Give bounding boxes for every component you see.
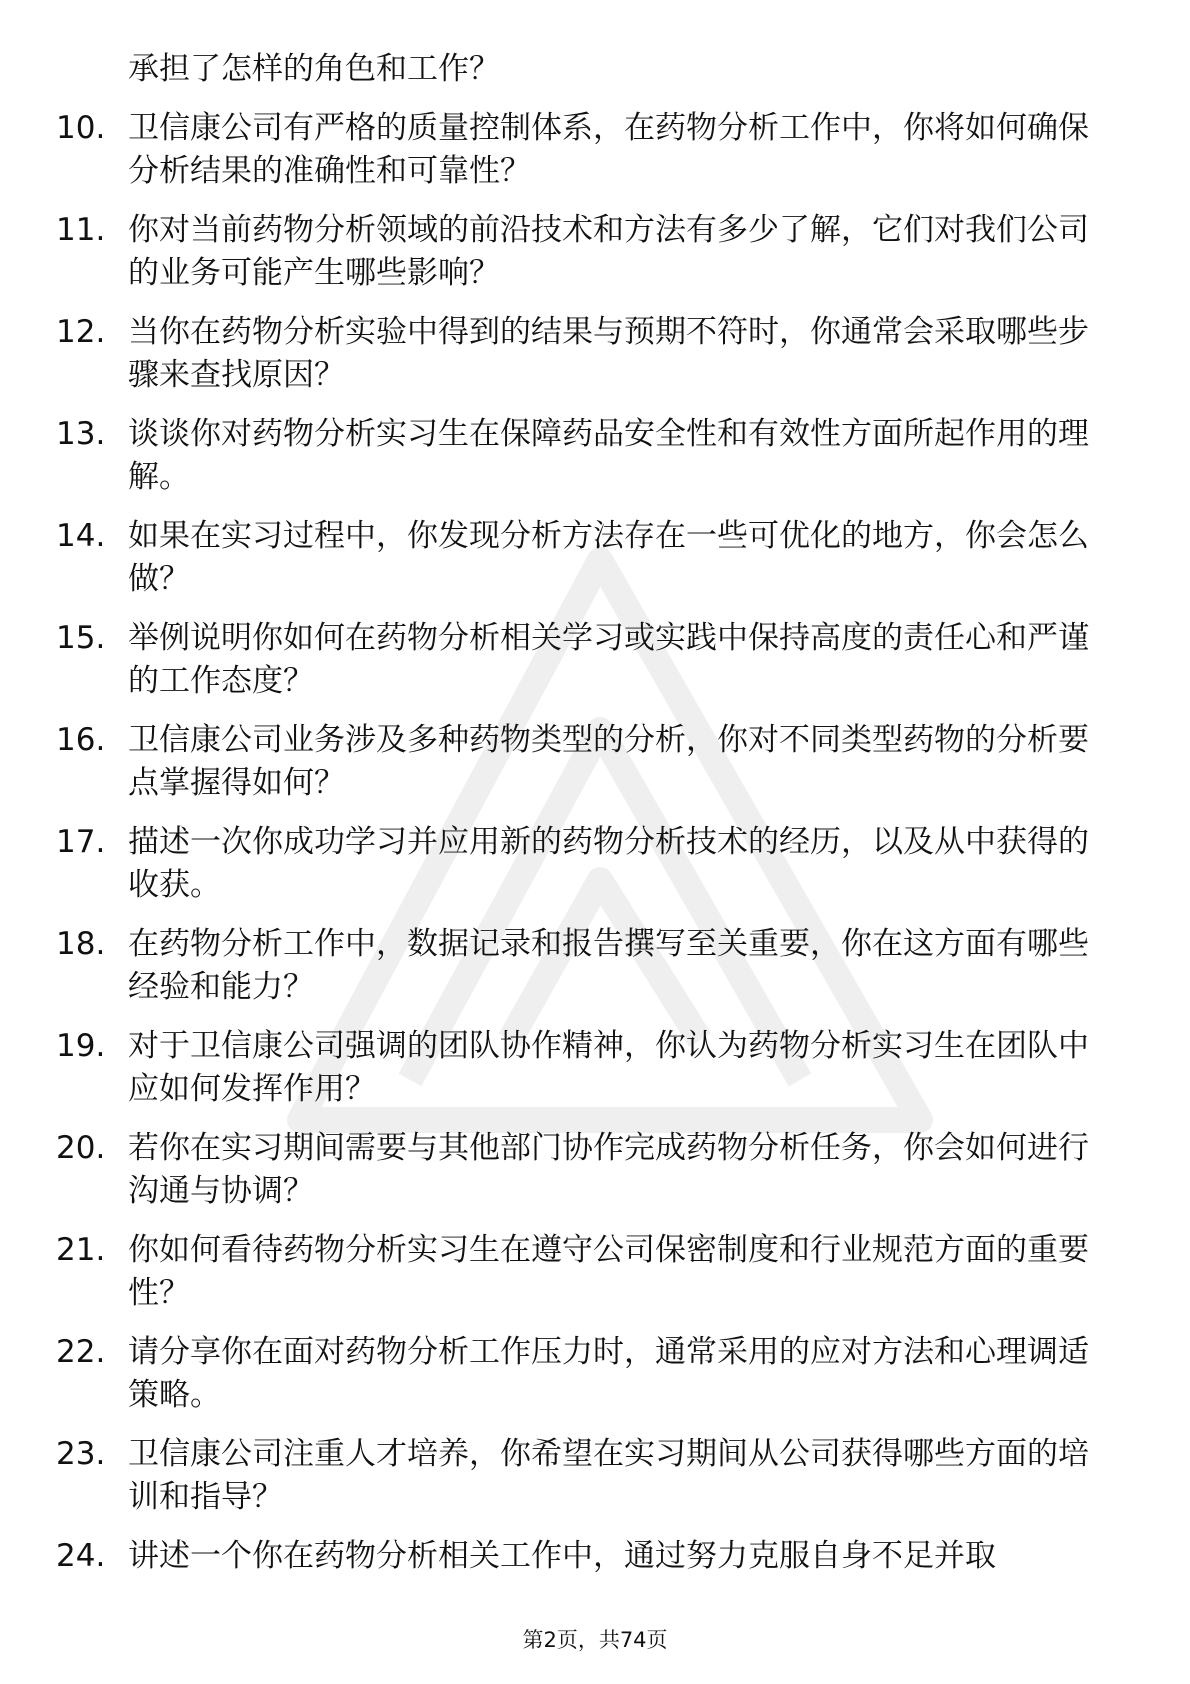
question-item	[56, 719, 1116, 805]
question-number: 12.	[56, 314, 106, 350]
question-number: 23.	[56, 1436, 106, 1472]
question-item	[56, 1127, 1116, 1213]
question-number: 18.	[56, 926, 106, 962]
question-number: 20.	[56, 1130, 106, 1166]
question-item	[56, 413, 1116, 499]
question-number: 22.	[56, 1334, 106, 1370]
previous-question-continuation: 承担了怎样的角色和工作？	[128, 51, 500, 87]
question-list	[56, 48, 1116, 1594]
question-text: 讲述一个你在药物分析相关工作中，通过努力克服自身不足并取	[128, 1538, 996, 1574]
page-number-label: 第2页，共74页	[522, 1628, 668, 1652]
question-item	[56, 1331, 1116, 1417]
question-number: 17.	[56, 824, 106, 860]
question-number: 19.	[56, 1028, 106, 1064]
question-text: 在药物分析工作中，数据记录和报告撰写至关重要，你在这方面有哪些经验和能力？	[128, 926, 1089, 1005]
question-item	[56, 617, 1116, 703]
question-item	[56, 107, 1116, 193]
question-text: 若你在实习期间需要与其他部门协作完成药物分析任务，你会如何进行沟通与协调？	[128, 1130, 1089, 1209]
question-text: 举例说明你如何在药物分析相关学习或实践中保持高度的责任心和严谨的工作态度？	[128, 620, 1089, 699]
question-item	[56, 1025, 1116, 1111]
question-number: 11.	[56, 212, 106, 248]
question-item	[56, 209, 1116, 295]
question-number: 10.	[56, 110, 106, 146]
question-item	[56, 515, 1116, 601]
question-item	[56, 311, 1116, 397]
question-text: 卫信康公司有严格的质量控制体系，在药物分析工作中，你将如何确保分析结果的准确性和可靠性？	[128, 110, 1089, 189]
question-text: 如果在实习过程中，你发现分析方法存在一些可优化的地方，你会怎么做？	[128, 518, 1089, 597]
question-text: 谈谈你对药物分析实习生在保障药品安全性和有效性方面所起作用的理解。	[128, 416, 1089, 495]
question-item	[56, 1229, 1116, 1315]
question-text: 当你在药物分析实验中得到的结果与预期不符时，你通常会采取哪些步骤来查找原因？	[128, 314, 1089, 393]
page-footer	[0, 1626, 1190, 1654]
question-item	[56, 821, 1116, 907]
question-text: 请分享你在面对药物分析工作压力时，通常采用的应对方法和心理调适策略。	[128, 1334, 1089, 1413]
question-number: 21.	[56, 1232, 106, 1268]
question-text: 你对当前药物分析领域的前沿技术和方法有多少了解，它们对我们公司的业务可能产生哪些影响？	[128, 212, 1089, 291]
question-number: 15.	[56, 620, 106, 656]
question-number: 13.	[56, 416, 106, 452]
question-text: 描述一次你成功学习并应用新的药物分析技术的经历，以及从中获得的收获。	[128, 824, 1089, 903]
question-number: 16.	[56, 722, 106, 758]
question-text: 对于卫信康公司强调的团队协作精神，你认为药物分析实习生在团队中应如何发挥作用？	[128, 1028, 1089, 1107]
question-number: 24.	[56, 1538, 106, 1574]
question-number: 14.	[56, 518, 106, 554]
question-item	[56, 1535, 1116, 1578]
question-item	[56, 1433, 1116, 1519]
question-text: 卫信康公司注重人才培养，你希望在实习期间从公司获得哪些方面的培训和指导？	[128, 1436, 1089, 1515]
question-item	[56, 923, 1116, 1009]
question-text: 卫信康公司业务涉及多种药物类型的分析，你对不同类型药物的分析要点掌握得如何？	[128, 722, 1089, 801]
question-text: 你如何看待药物分析实习生在遵守公司保密制度和行业规范方面的重要性？	[128, 1232, 1089, 1311]
